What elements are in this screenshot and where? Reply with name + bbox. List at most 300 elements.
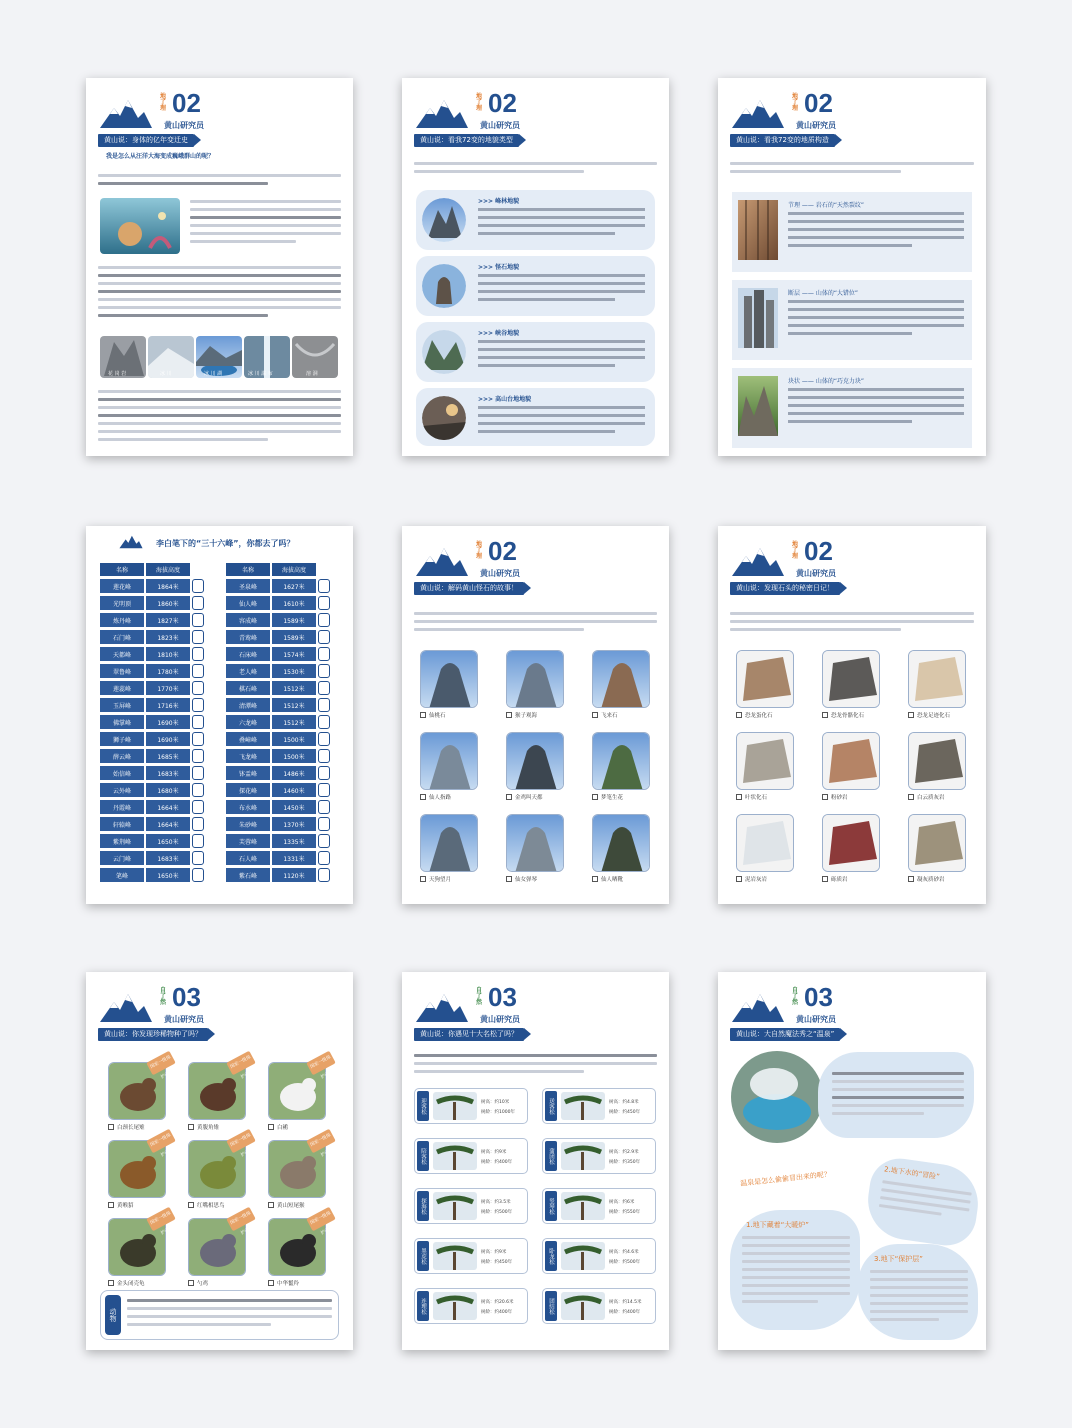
chapter-number: 02: [488, 88, 517, 118]
block-title: 断层 —— 山体的“大错位”: [788, 290, 859, 297]
visited-checkbox[interactable]: [318, 579, 330, 593]
page-header: [414, 984, 524, 1026]
pine-card: 卧龙松 树高：约4.6米 树龄：约500年: [542, 1238, 656, 1274]
visited-checkbox[interactable]: [192, 613, 204, 627]
table-row: [226, 817, 330, 831]
checkbox[interactable]: [268, 1202, 274, 1208]
item-label: 黄腹角雉: [197, 1125, 220, 1131]
item-photo: [592, 814, 650, 872]
item-label: 恐龙蛋化石: [745, 713, 773, 719]
pine-photo: [561, 1292, 605, 1320]
checkbox[interactable]: [506, 876, 512, 882]
pine-name: 探海松: [417, 1191, 429, 1221]
landform-block: [416, 388, 655, 446]
block-title: 节理 —— 岩石的“天然裂纹”: [788, 202, 865, 209]
landform-block: [416, 256, 655, 316]
visited-checkbox[interactable]: [318, 834, 330, 848]
item-label: 黄喉貂: [117, 1203, 134, 1209]
peak-name: 紫荆峰: [100, 834, 144, 848]
visited-checkbox[interactable]: [318, 749, 330, 763]
table-row: [100, 664, 204, 678]
checkbox[interactable]: [822, 712, 828, 718]
peak-name: 云门峰: [100, 851, 144, 865]
pine-height: 约4.6米: [622, 1250, 639, 1255]
landform-block: [416, 190, 655, 250]
table-row: [226, 596, 330, 610]
table-row: [226, 749, 330, 763]
item-photo: [592, 732, 650, 790]
visited-checkbox[interactable]: [318, 613, 330, 627]
visited-checkbox[interactable]: [318, 647, 330, 661]
header-subtitle: 黄山研究员: [164, 121, 204, 130]
item-label: 白颈长尾雉: [117, 1125, 145, 1131]
peak-height: 1486米: [272, 766, 316, 780]
section-bar: 黄山说：发现石头的秘密日记！: [730, 582, 840, 595]
peak-height: 1650米: [146, 834, 190, 848]
item-label: 白云质灰岩: [917, 795, 945, 801]
protection-tag: 国家一级保护动物: [306, 1051, 336, 1076]
checkbox[interactable]: [908, 876, 914, 882]
visited-checkbox[interactable]: [318, 817, 330, 831]
category-label: 地了理: [476, 541, 483, 560]
peak-name: 笔峰: [100, 868, 144, 882]
pine-age: 约500年: [622, 1260, 641, 1265]
checkbox[interactable]: [188, 1280, 194, 1286]
peaks-table-left: 名称 海拔高度 莲花峰 1864米 光明顶 1860米 炼丹峰 1827米 石门峰 1823米 天都峰 1810米 翠鲁峰 1780米 莲蕊峰 1770米 玉屏峰 1716米 佛掌峰 1690米 狮子峰 1690米 薛云峰 1685米 始信峰 1683米 云外峰 1680米 丹霞峰 1664米 轩辕峰 1664米 紫荆峰 1650米 云门峰 1683米 笔峰 1650米: [98, 560, 206, 885]
pine-name: 团结松: [545, 1291, 557, 1321]
mountain-logo-icon: [118, 534, 144, 550]
item-label: 梦笔生花: [601, 795, 624, 801]
pine-age: 约500年: [494, 1210, 513, 1215]
category-label: 自了然: [476, 987, 483, 1006]
pine-height: 约10米: [494, 1100, 510, 1105]
thumb-caption: 冰 川 瀑 布: [248, 371, 273, 377]
pine-age: 约400年: [494, 1310, 513, 1315]
pine-age: 约450年: [622, 1110, 641, 1115]
item-photo: [736, 650, 794, 708]
mountain-logo-icon: [730, 544, 786, 580]
visited-checkbox[interactable]: [192, 732, 204, 746]
header-subtitle: 黄山研究员: [480, 1015, 520, 1024]
protection-tag: 国家一级保护动物: [146, 1129, 176, 1154]
peak-name: 棋石峰: [226, 681, 270, 695]
peak-height: 1680米: [146, 783, 190, 797]
peak-height: 1780米: [146, 664, 190, 678]
peak-height: 1500米: [272, 732, 316, 746]
header-subtitle: 黄山研究员: [796, 569, 836, 578]
thumb-caption: 冰 川: [160, 371, 172, 377]
section-bar: 黄山说：看我72变的地貌类型: [414, 134, 519, 147]
checkbox[interactable]: [188, 1124, 194, 1130]
pine-height: 约6米: [622, 1200, 635, 1205]
page-1[interactable]: [86, 78, 353, 456]
visited-checkbox[interactable]: [192, 800, 204, 814]
table-row: [226, 766, 330, 780]
peak-height: 1827米: [146, 613, 190, 627]
item-photo: [908, 650, 966, 708]
item-label: 猴子观海: [515, 713, 538, 719]
visited-checkbox[interactable]: [318, 851, 330, 865]
visited-checkbox[interactable]: [192, 868, 204, 882]
lead-question: 我是怎么从汪洋大海变成巍峨群山的呢？: [106, 153, 215, 160]
box-label: 动物: [105, 1295, 121, 1335]
table-row: [226, 851, 330, 865]
grid-item[interactable]: [736, 814, 794, 883]
pine-name: 黑虎松: [417, 1241, 429, 1271]
grid-item[interactable]: [592, 814, 650, 883]
checkbox[interactable]: [108, 1280, 114, 1286]
grid-item[interactable]: [908, 814, 966, 883]
mountain-logo-icon: [730, 96, 786, 132]
visited-checkbox[interactable]: [318, 766, 330, 780]
visited-checkbox[interactable]: [318, 715, 330, 729]
item-label: 粉砂岩: [831, 795, 848, 801]
peak-height: 1716米: [146, 698, 190, 712]
block-title: 块状 —— 山体的“巧克力块”: [788, 378, 865, 385]
thumb-caption: 冰 川 湖: [204, 371, 223, 377]
step-title: 2.地下水的“冒险”: [883, 1165, 941, 1182]
grid-item[interactable]: [420, 650, 478, 719]
peak-name: 圣泉峰: [226, 579, 270, 593]
peak-height: 1690米: [146, 732, 190, 746]
table-row: [100, 800, 204, 814]
category-label: 地了理: [792, 541, 799, 560]
grid-item[interactable]: [420, 814, 478, 883]
block-title: >>> 高山台地地貌: [478, 396, 532, 403]
visited-checkbox[interactable]: [192, 596, 204, 610]
step-blob: [863, 1155, 983, 1250]
table-row: [100, 834, 204, 848]
pine-age: 约400年: [494, 1160, 513, 1165]
pine-age: 约450年: [494, 1260, 513, 1265]
item-label: 仙桃石: [429, 713, 446, 719]
table-row: [226, 647, 330, 661]
peak-name: 莲花峰: [100, 579, 144, 593]
visited-checkbox[interactable]: [192, 664, 204, 678]
peak-name: 炼丹峰: [100, 613, 144, 627]
table-row: [100, 732, 204, 746]
item-photo: [592, 650, 650, 708]
grid-item[interactable]: [736, 650, 794, 719]
item-label: 天狗望月: [429, 877, 452, 883]
table-row: [226, 783, 330, 797]
page-header: [98, 90, 208, 132]
landform-block: [416, 322, 655, 382]
pine-photo: [433, 1242, 477, 1270]
checkbox[interactable]: [420, 876, 426, 882]
peak-name: 翠鲁峰: [100, 664, 144, 678]
checkbox[interactable]: [736, 876, 742, 882]
peak-name: 飞龙峰: [226, 749, 270, 763]
checkbox[interactable]: [108, 1202, 114, 1208]
item-label: 凝灰质砂岩: [917, 877, 945, 883]
peak-name: 布水峰: [226, 800, 270, 814]
page-5[interactable]: [402, 526, 669, 904]
peak-name: 石人峰: [226, 851, 270, 865]
item-photo: [736, 732, 794, 790]
item-photo: [908, 732, 966, 790]
peak-height: 1512米: [272, 715, 316, 729]
peak-name: 光明顶: [100, 596, 144, 610]
visited-checkbox[interactable]: [318, 783, 330, 797]
page-6[interactable]: [718, 526, 986, 904]
visited-checkbox[interactable]: [318, 698, 330, 712]
page-2[interactable]: [402, 78, 669, 456]
grid-item[interactable]: [420, 732, 478, 801]
peak-height: 1370米: [272, 817, 316, 831]
visited-checkbox[interactable]: [192, 783, 204, 797]
peak-height: 1589米: [272, 613, 316, 627]
category-label: 地了理: [160, 93, 167, 112]
table-row: [100, 851, 204, 865]
animal-info-box: [100, 1290, 339, 1340]
grid-item[interactable]: [736, 732, 794, 801]
chapter-number: 03: [172, 982, 201, 1012]
peak-height: 1864米: [146, 579, 190, 593]
peak-name: 天都峰: [100, 647, 144, 661]
grid-item[interactable]: [506, 814, 564, 883]
checkbox[interactable]: [908, 712, 914, 718]
peak-height: 1450米: [272, 800, 316, 814]
table-row: [100, 613, 204, 627]
checkbox[interactable]: [420, 712, 426, 718]
table-row: [100, 783, 204, 797]
item-label: 红嘴相思鸟: [197, 1203, 225, 1209]
peak-height: 1823米: [146, 630, 190, 644]
visited-checkbox[interactable]: [192, 834, 204, 848]
grid-item[interactable]: [908, 650, 966, 719]
table-row: [226, 715, 330, 729]
pine-name: 连理松: [417, 1291, 429, 1321]
ocean-illustration: [100, 198, 180, 254]
peak-name: 老人峰: [226, 664, 270, 678]
peak-height: 1331米: [272, 851, 316, 865]
item-photo: [736, 814, 794, 872]
item-photo: [420, 732, 478, 790]
protection-tag: 国家一级保护动物: [306, 1129, 336, 1154]
item-photo: [822, 650, 880, 708]
page-8[interactable]: [402, 972, 669, 1350]
pine-height: 约20.6米: [494, 1300, 514, 1305]
checkbox[interactable]: [506, 794, 512, 800]
peak-name: 莲蕊峰: [100, 681, 144, 695]
peak-name: 石门峰: [100, 630, 144, 644]
checkbox[interactable]: [188, 1202, 194, 1208]
mountain-logo-icon: [730, 990, 786, 1026]
header-subtitle: 黄山研究员: [796, 121, 836, 130]
grid-item[interactable]: [506, 732, 564, 801]
pine-card: 连理松 树高：约20.6米 树龄：约400年: [414, 1288, 528, 1324]
peak-height: 1683米: [146, 851, 190, 865]
checkbox[interactable]: [592, 876, 598, 882]
page-header: [414, 538, 524, 580]
table-row: [100, 681, 204, 695]
table-row: [226, 630, 330, 644]
table-row: [100, 698, 204, 712]
grid-item[interactable]: [506, 650, 564, 719]
pine-name: 迎客松: [417, 1091, 429, 1121]
pine-name: 蒲团松: [545, 1141, 557, 1171]
item-photo: [506, 814, 564, 872]
step-title: 1.地下藏着“大暖炉”: [746, 1221, 809, 1229]
peak-height: 1683米: [146, 766, 190, 780]
checkbox[interactable]: [822, 876, 828, 882]
item-label: 金头闭壳龟: [117, 1281, 145, 1287]
page-3[interactable]: [718, 78, 986, 456]
checkbox[interactable]: [506, 712, 512, 718]
mountain-logo-icon: [414, 544, 470, 580]
peak-name: 钵盂峰: [226, 766, 270, 780]
mountain-logo-icon: [414, 96, 470, 132]
section-bar: 黄山说：解码黄山怪石的故事！: [414, 582, 524, 595]
section-bar: 黄山说：身体的亿年变迁史: [98, 134, 194, 147]
pine-card: 团结松 树高：约14.5米 树龄：约400年: [542, 1288, 656, 1324]
visited-checkbox[interactable]: [192, 647, 204, 661]
visited-checkbox[interactable]: [192, 766, 204, 780]
peak-height: 1685米: [146, 749, 190, 763]
checkbox[interactable]: [736, 712, 742, 718]
protection-tag: 国家一级保护动物: [226, 1051, 256, 1076]
item-label: 叶状化石: [745, 795, 768, 801]
header-subtitle: 黄山研究员: [796, 1015, 836, 1024]
item-label: 砾质岩: [831, 877, 848, 883]
visited-checkbox[interactable]: [192, 630, 204, 644]
peak-name: 仙人峰: [226, 596, 270, 610]
visited-checkbox[interactable]: [318, 596, 330, 610]
pine-name: 竖琴松: [545, 1191, 557, 1221]
item-photo: [822, 732, 880, 790]
page-header: [730, 90, 840, 132]
structure-block: [732, 368, 972, 448]
table-row: [100, 715, 204, 729]
peak-height: 1664米: [146, 800, 190, 814]
peak-name: 云外峰: [100, 783, 144, 797]
visited-checkbox[interactable]: [318, 868, 330, 882]
grid-item[interactable]: [822, 732, 880, 801]
header-subtitle: 黄山研究员: [480, 121, 520, 130]
protection-tag: 国家一级保护动物: [146, 1051, 176, 1076]
item-label: 金鸡叫天都: [515, 795, 543, 801]
pine-name: 陪客松: [417, 1141, 429, 1171]
peak-name: 紫石峰: [226, 868, 270, 882]
visited-checkbox[interactable]: [192, 681, 204, 695]
pine-age: 约550年: [622, 1210, 641, 1215]
grid-item[interactable]: [822, 814, 880, 883]
peak-height: 1530米: [272, 664, 316, 678]
item-label: 飞来石: [601, 713, 618, 719]
step-blob: [730, 1210, 860, 1330]
peak-name: 叠嶂峰: [226, 732, 270, 746]
peak-name: 六龙峰: [226, 715, 270, 729]
pine-height: 约9米: [494, 1250, 507, 1255]
chapter-number: 03: [488, 982, 517, 1012]
grid-item[interactable]: [592, 732, 650, 801]
checkbox[interactable]: [592, 712, 598, 718]
visited-checkbox[interactable]: [192, 698, 204, 712]
checkbox[interactable]: [592, 794, 598, 800]
checkbox[interactable]: [268, 1280, 274, 1286]
visited-checkbox[interactable]: [318, 800, 330, 814]
pine-height: 约4.8米: [622, 1100, 639, 1105]
table-row: [100, 647, 204, 661]
category-label: 地了理: [476, 93, 483, 112]
peak-height: 1770米: [146, 681, 190, 695]
pine-height: 约2.9米: [622, 1150, 639, 1155]
peak-height: 1627米: [272, 579, 316, 593]
pine-photo: [433, 1192, 477, 1220]
thumb-caption: 溶 洞: [306, 371, 318, 377]
peak-name: 清潭峰: [226, 698, 270, 712]
visited-checkbox[interactable]: [192, 817, 204, 831]
item-label: 仙人指路: [429, 795, 452, 801]
table-row: [226, 732, 330, 746]
grid-item[interactable]: [592, 650, 650, 719]
peaks-table-right: 名称 海拔高度 圣泉峰 1627米 仙人峰 1610米 容成峰 1589米 青鸾峰 1589米 石床峰 1574米 老人峰 1530米 棋石峰 1512米 清潭峰 1512米 六龙峰 1512米 叠嶂峰 1500米 飞龙峰 1500米 钵盂峰 1486米 探花峰 1460米 布水峰 1450米 朱砂峰 1370米 芙蓉峰 1335米 石人峰 1331米 紫石峰 1120米: [224, 560, 332, 885]
page-4[interactable]: [86, 526, 353, 904]
pine-age: 约400年: [622, 1310, 641, 1315]
checkbox[interactable]: [108, 1124, 114, 1130]
visited-checkbox[interactable]: [192, 749, 204, 763]
checkbox[interactable]: [736, 794, 742, 800]
pine-age: 约1000年: [494, 1110, 515, 1115]
visited-checkbox[interactable]: [192, 579, 204, 593]
page-7[interactable]: [86, 972, 353, 1350]
item-label: 勺鸡: [197, 1281, 209, 1287]
peak-height: 1610米: [272, 596, 316, 610]
header-subtitle: 黄山研究员: [164, 1015, 204, 1024]
item-label: 泥岩灰岩: [745, 877, 768, 883]
checkbox[interactable]: [822, 794, 828, 800]
page-9[interactable]: [718, 972, 986, 1350]
visited-checkbox[interactable]: [192, 851, 204, 865]
visited-checkbox[interactable]: [318, 681, 330, 695]
item-label: 仙女弹琴: [515, 877, 538, 883]
visited-checkbox[interactable]: [318, 732, 330, 746]
step-title: 3.地下“保护层”: [874, 1255, 923, 1263]
checkbox[interactable]: [268, 1124, 274, 1130]
category-label: 自了然: [792, 987, 799, 1006]
header-subtitle: 黄山研究员: [480, 569, 520, 578]
visited-checkbox[interactable]: [192, 715, 204, 729]
checkbox[interactable]: [908, 794, 914, 800]
table-row: [100, 868, 204, 882]
section-bar: 黄山说：你发现珍稀物种了吗？: [98, 1028, 208, 1041]
peak-height: 1512米: [272, 681, 316, 695]
item-label: 恐龙足迹化石: [917, 713, 951, 719]
peak-height: 1690米: [146, 715, 190, 729]
question-title: 温泉是怎么偷偷冒出来的呢？: [739, 1170, 832, 1188]
grid-item[interactable]: [822, 650, 880, 719]
peak-height: 1512米: [272, 698, 316, 712]
table-row: [100, 630, 204, 644]
checkbox[interactable]: [420, 794, 426, 800]
visited-checkbox[interactable]: [318, 664, 330, 678]
item-label: 仙人晒靴: [601, 877, 624, 883]
protection-tag: 国家一级保护动物: [226, 1129, 256, 1154]
table-row: [226, 613, 330, 627]
peak-height: 1810米: [146, 647, 190, 661]
pine-photo: [433, 1142, 477, 1170]
peak-name: 朱砂峰: [226, 817, 270, 831]
protection-tag: 国家一级保护动物: [306, 1207, 336, 1232]
pine-photo: [561, 1092, 605, 1120]
page-header: [414, 90, 524, 132]
visited-checkbox[interactable]: [318, 630, 330, 644]
peak-height: 1664米: [146, 817, 190, 831]
grid-item[interactable]: [908, 732, 966, 801]
pine-height: 约14.5米: [622, 1300, 642, 1305]
peak-height: 1589米: [272, 630, 316, 644]
